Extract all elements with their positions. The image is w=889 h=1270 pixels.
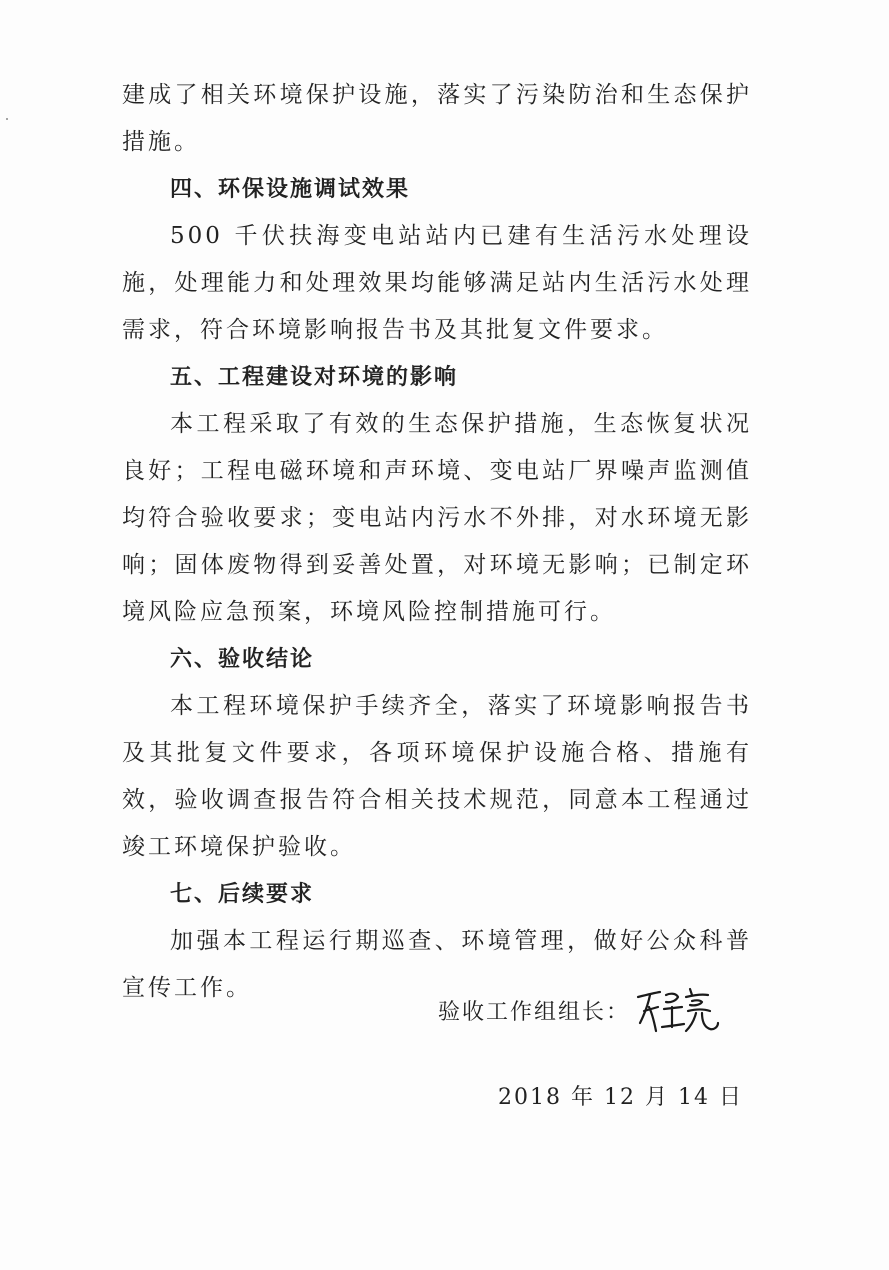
paragraph-commissioning-effect: 500 千伏扶海变电站站内已建有生活污水处理设施，处理能力和处理效果均能够满足站内生活污水处理需求，符合环境影响报告书及其批复文件要求。 (122, 223, 752, 343)
document-date: 2018 年 12 月 14 日 (498, 1085, 743, 1110)
signature-label: 验收工作组组长： (438, 999, 631, 1025)
handwritten-signature (632, 983, 722, 1037)
section-heading-4: 四、环保设施调试效果 (170, 177, 411, 202)
scan-speck (6, 118, 8, 120)
signature-line (438, 985, 722, 1035)
section-heading-7: 七、后续要求 (170, 882, 315, 907)
section-heading-6: 六、验收结论 (170, 647, 315, 672)
paragraph-acceptance-conclusion: 本工程环境保护手续齐全，落实了环境影响报告书及其批复文件要求，各项环境保护设施合格、措施有效，验收调查报告符合相关技术规范，同意本工程通过竣工环境保护验收。 (122, 693, 752, 860)
section-heading-5: 五、工程建设对环境的影响 (170, 365, 459, 390)
paragraph-continuation: 建成了相关环境保护设施，落实了污染防治和生态保护措施。 (122, 82, 752, 155)
paragraph-environmental-impact: 本工程采取了有效的生态保护措施，生态恢复状况良好；工程电磁环境和声环境、变电站厂界噪声监测值均符合验收要求；变电站内污水不外排，对水环境无影响；固体废物得到妥善处置，对环境无影响；已制定环境风险应急预案，环境风险控制措施可行。 (122, 411, 752, 625)
document-body (122, 72, 752, 1012)
paragraph-follow-up-requirements: 加强本工程运行期巡查、环境管理，做好公众科普宣传工作。 (122, 928, 752, 1001)
